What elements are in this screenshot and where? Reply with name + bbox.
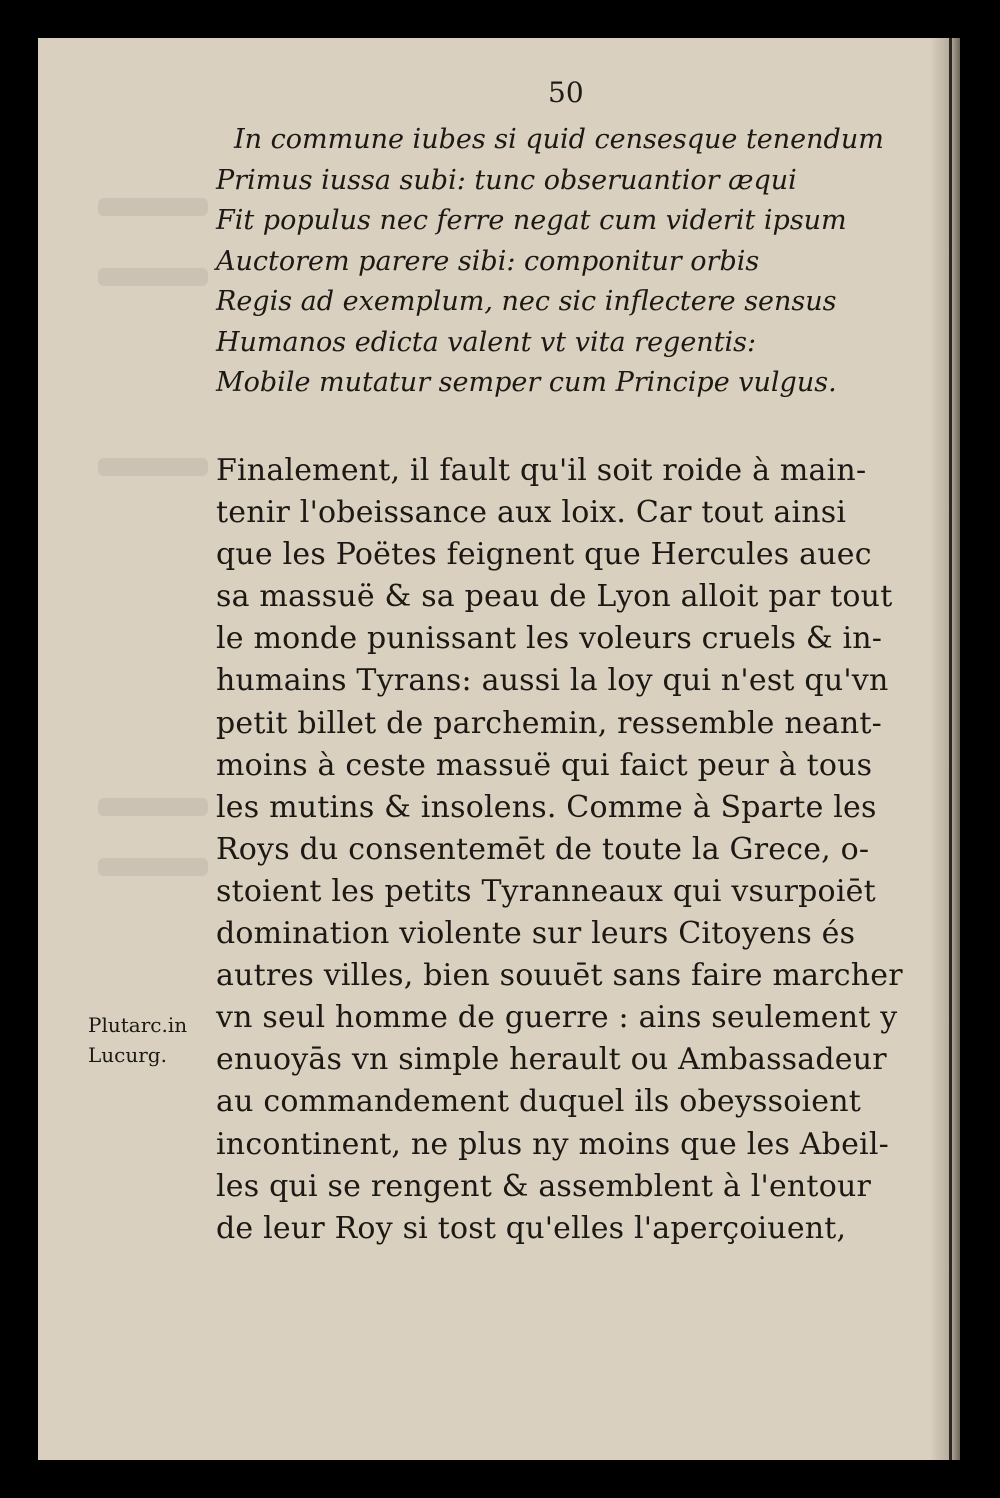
prose-line: stoient les petits Tyranneaux qui vsurpoiēt <box>216 873 876 909</box>
book-page <box>38 38 960 1460</box>
prose-line: le monde punissant les voleurs cruels & in- <box>216 621 883 657</box>
verse-line: Fit populus nec ferre negat cum viderit ipsum <box>216 205 847 236</box>
prose-line: les mutins & insolens. Comme à Sparte les <box>216 789 877 825</box>
bleed-through-mark <box>98 458 208 476</box>
prose-line: que les Poëtes feignent que Hercules auec <box>216 537 872 573</box>
prose-line: incontinent, ne plus ny moins que les Abeil- <box>216 1126 889 1162</box>
margin-note <box>88 1010 187 1070</box>
prose-line: humains Tyrans: aussi la loy qui n'est qu'vn <box>216 663 889 699</box>
bleed-through-mark <box>98 268 208 286</box>
prose-line: autres villes, bien souuēt sans faire marcher <box>216 958 903 994</box>
prose-line: sa massuë & sa peau de Lyon alloit par tout <box>216 579 893 615</box>
prose-line: les qui se rengent & assemblent à l'entour <box>216 1168 872 1204</box>
verse-line: Mobile mutatur semper cum Principe vulgus. <box>216 367 837 398</box>
latin-verse-block <box>216 120 936 404</box>
verse-line: Auctorem parere sibi: componitur orbis <box>216 245 760 277</box>
prose-line: Finalement, il fault qu'il soit roide à main- <box>216 453 867 488</box>
prose-line: Roys du consentemēt de toute la Grece, o- <box>216 831 870 867</box>
prose-line: de leur Roy si tost qu'elles l'aperçoiuent, <box>216 1210 847 1246</box>
margin-note-line: Lucurg. <box>88 1043 167 1067</box>
verse-line: Regis ad exemplum, nec sic inflectere sensus <box>216 286 837 317</box>
margin-note-line: Plutarc.in <box>88 1013 188 1037</box>
prose-line: domination violente sur leurs Citoyens és <box>216 916 856 952</box>
verse-line: In commune iubes si quid censesque tenendum <box>234 124 884 155</box>
verse-line: Humanos edicta valent vt vita regentis: <box>216 326 757 358</box>
french-prose-block <box>216 450 936 1250</box>
bleed-through-mark <box>98 858 208 876</box>
prose-line: tenir l'obeissance aux loix. Car tout ainsi <box>216 495 847 531</box>
prose-line: au commandement duquel ils obeyssoient <box>216 1084 861 1120</box>
verse-line: Primus iussa subi: tunc obseruantior æqui <box>216 164 797 196</box>
page-gutter-shadow <box>930 38 960 1460</box>
bleed-through-mark <box>98 198 208 216</box>
page-number: 50 <box>548 76 584 109</box>
bleed-through-mark <box>98 798 208 816</box>
prose-line: moins à ceste massuë qui faict peur à tous <box>216 747 873 783</box>
prose-line: vn seul homme de guerre : ains seulement y <box>216 1000 898 1036</box>
prose-line: enuoyās vn simple herault ou Ambassadeur <box>216 1042 887 1078</box>
page-edge <box>949 38 952 1460</box>
prose-line: petit billet de parchemin, ressemble neant- <box>216 705 883 741</box>
